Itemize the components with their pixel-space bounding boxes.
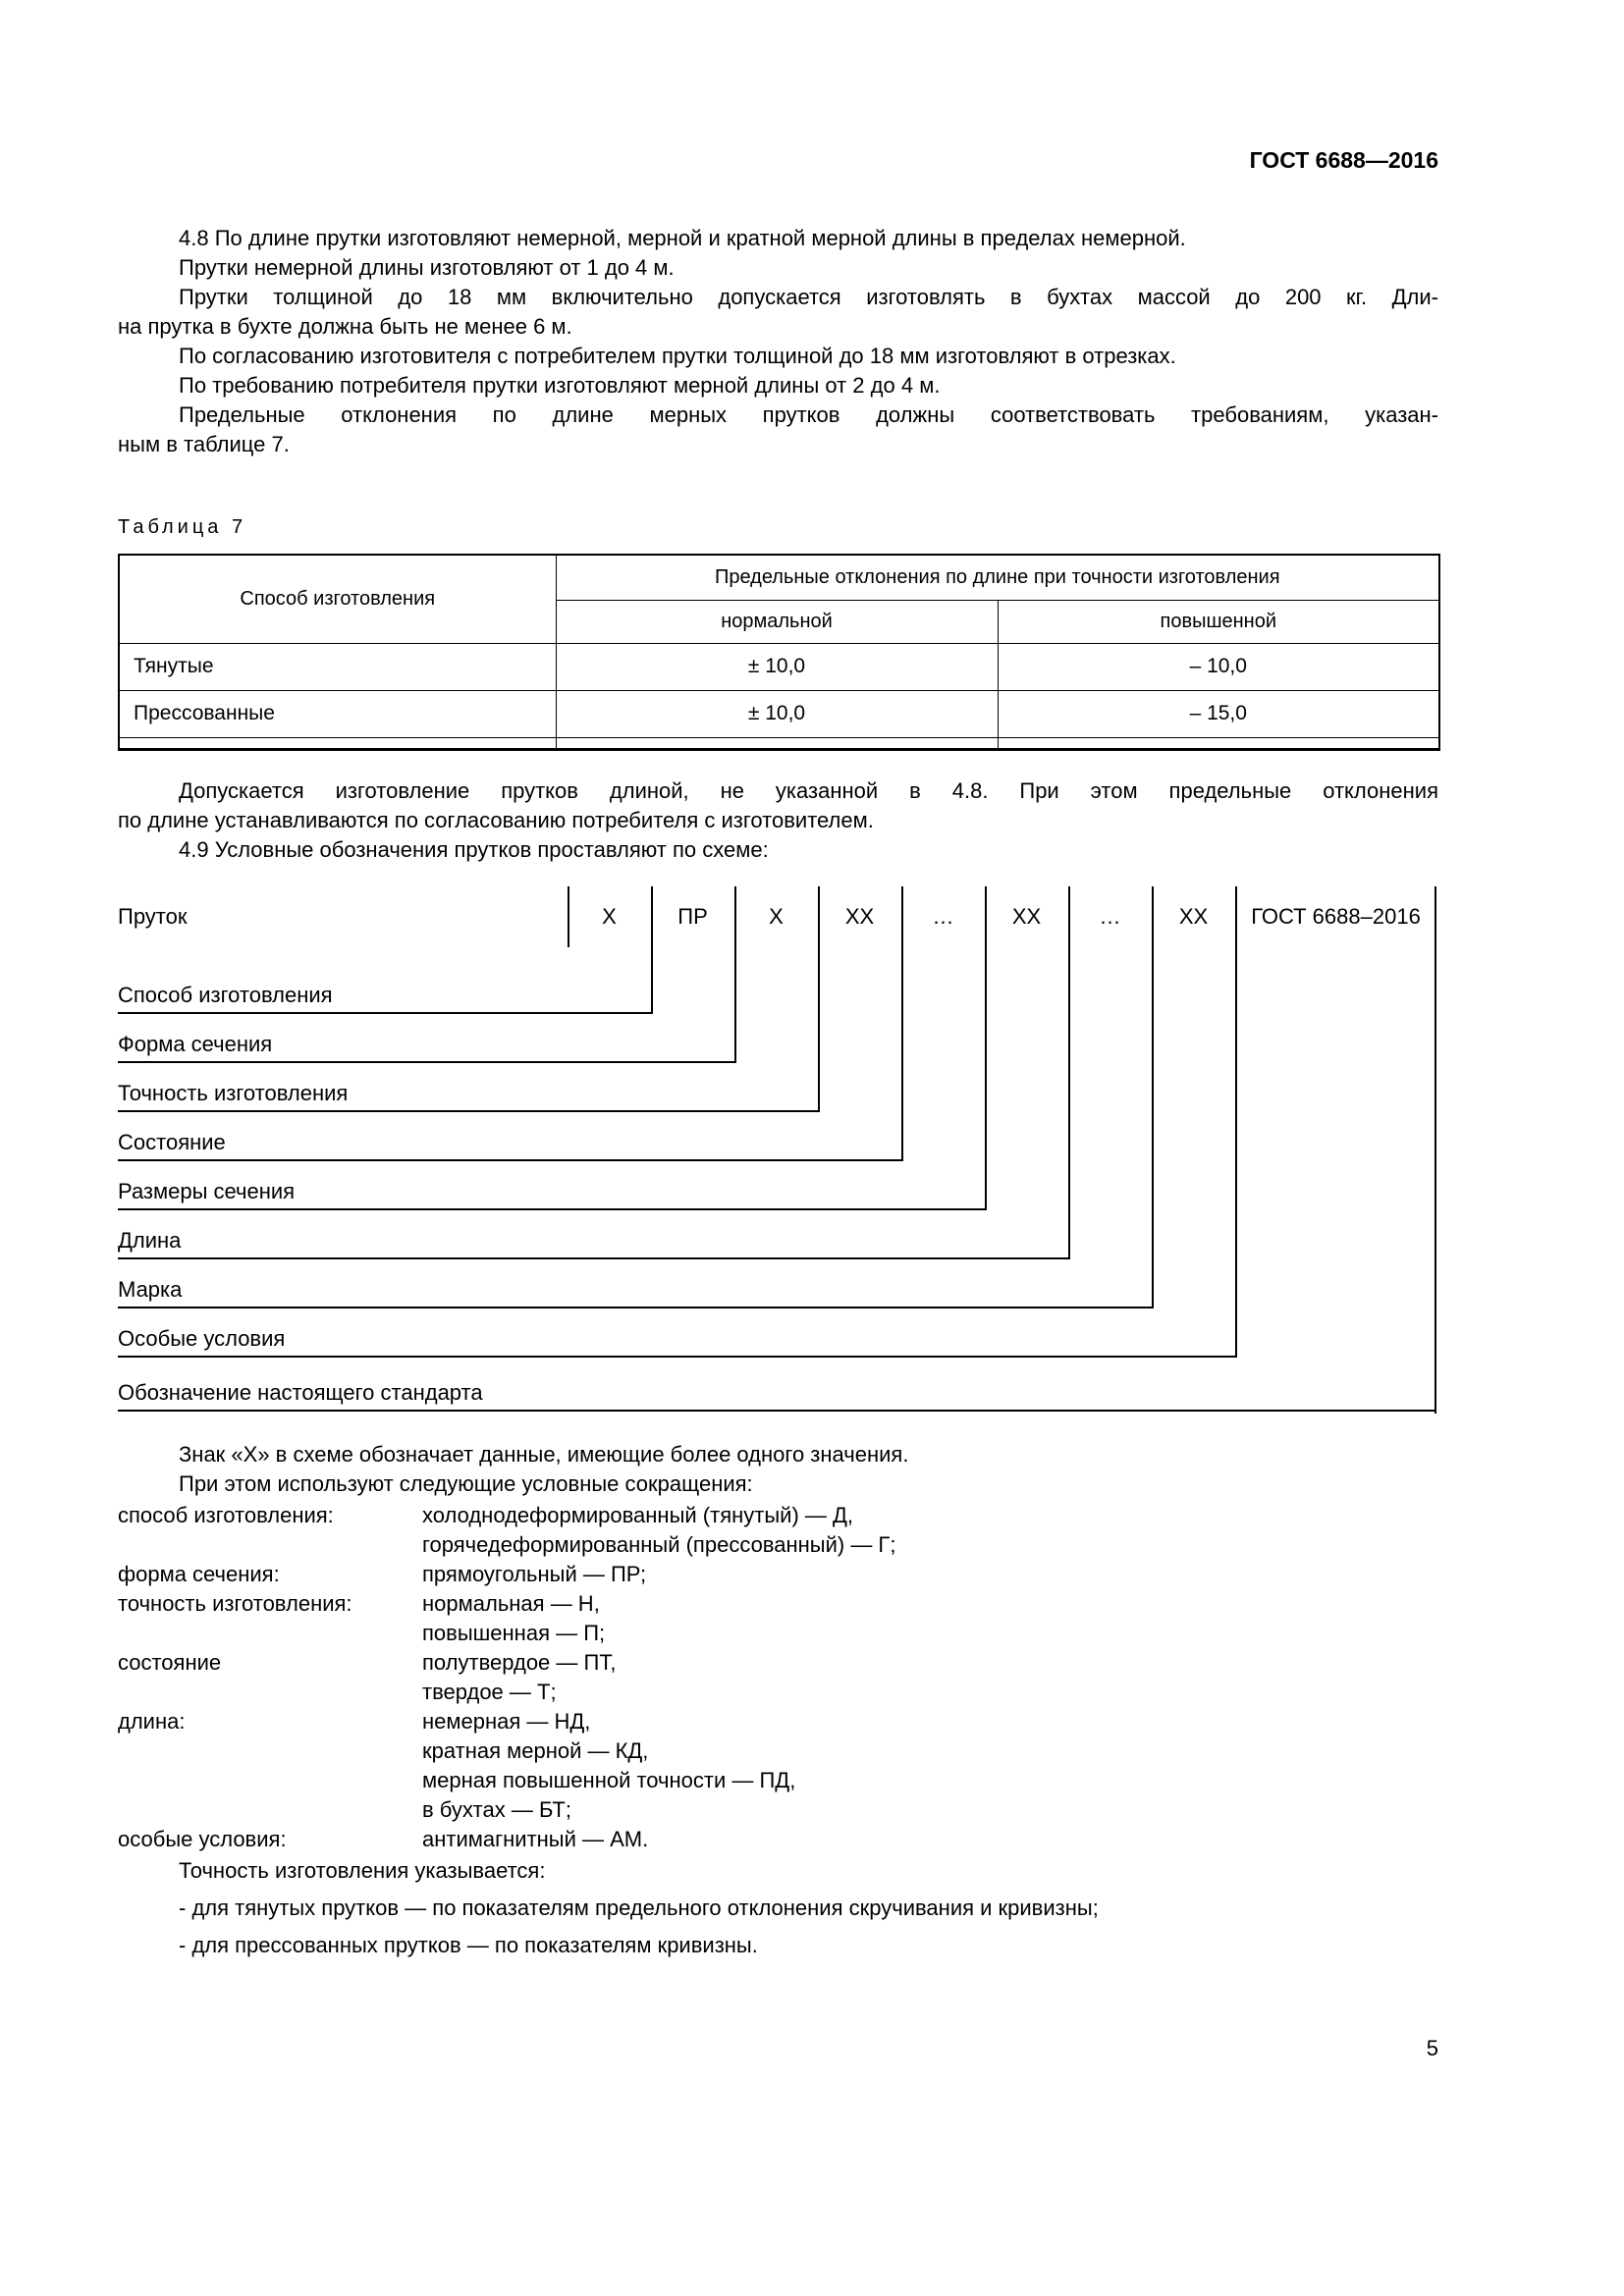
connector-line — [1235, 886, 1237, 1358]
paragraph-line: - для прессованных прутков — по показателям кривизны. — [179, 1932, 758, 1957]
page-number: 5 — [1426, 2036, 1438, 2060]
scheme-label-text: Состояние — [118, 1129, 226, 1154]
col-header-normal: нормальной — [556, 600, 998, 643]
scheme-label-text: Марка — [118, 1276, 183, 1302]
abbr-def: горячедеформированный (прессованный) — Г; — [422, 1531, 896, 1557]
scheme-label-standard — [118, 1378, 1436, 1412]
cell-normal: ± 10,0 — [556, 690, 998, 737]
paragraph-line: Прутки немерной длины изготовляют от 1 до 4 м. — [179, 255, 675, 280]
abbr-row — [118, 1648, 1438, 1707]
scheme-label-precision — [118, 1079, 818, 1112]
scheme-label-text: Обозначение настоящего стандарта — [118, 1379, 483, 1405]
section-mid — [118, 776, 1438, 865]
abbr-defs — [422, 1589, 605, 1648]
abbreviation-list — [118, 1501, 1438, 1854]
scheme-label-length — [118, 1226, 1068, 1259]
table-row — [119, 643, 1439, 690]
scheme-cell-precision: Х — [769, 903, 784, 929]
abbr-defs — [422, 1560, 646, 1589]
col-header-raised: повышенной — [998, 600, 1439, 643]
abbr-term: способ изготовления: — [118, 1502, 334, 1527]
abbr-term: форма сечения: — [118, 1561, 280, 1586]
paragraph-line: 4.8 По длине прутки изготовляют немерной, мерной и кратной мерной длины в пределах немерной. — [179, 226, 1186, 250]
paragraph-line: По требованию потребителя прутки изготовляют мерной длины от 2 до 4 м. — [179, 373, 941, 398]
scheme-label-text: Точность изготовления — [118, 1080, 349, 1105]
cell-method: Прессованные — [119, 690, 556, 737]
scheme-product-label: Пруток — [118, 903, 188, 929]
connector-line — [901, 886, 903, 1161]
abbr-def: мерная повышенной точности — ПД, — [422, 1767, 796, 1792]
scheme-cell-ellipsis-2: … — [1099, 903, 1121, 929]
abbr-def: прямоугольный — ПР; — [422, 1561, 647, 1586]
connector-line — [568, 886, 569, 947]
paragraph-line: Прутки толщиной до 18 мм включительно допускается изготовлять в бухтах массой до 200 кг. Дли- — [179, 285, 1438, 309]
scheme-label-method — [118, 981, 651, 1014]
paragraph-line: по длине устанавливаются по согласованию потребителя с изготовителем. — [118, 807, 874, 832]
page-content — [118, 0, 1438, 1960]
connector-line — [1152, 886, 1154, 1308]
abbr-row — [118, 1707, 1438, 1825]
abbr-def: полутвердое — ПТ, — [422, 1649, 617, 1675]
table-header-row — [119, 555, 1439, 600]
scheme-notes — [118, 1440, 1438, 1499]
abbr-def: немерная — НД, — [422, 1708, 591, 1734]
doc-number: ГОСТ 6688—2016 — [1249, 147, 1438, 173]
abbr-defs — [422, 1501, 895, 1560]
connector-line — [818, 886, 820, 1112]
abbr-defs — [422, 1825, 648, 1854]
connector-line — [651, 886, 653, 1014]
cell-raised: – 15,0 — [998, 690, 1439, 737]
cell-method: Тянутые — [119, 643, 556, 690]
scheme-cell-ellipsis-1: … — [932, 903, 954, 929]
abbr-def: в бухтах — БТ; — [422, 1796, 571, 1822]
abbr-def: повышенная — П; — [422, 1620, 606, 1645]
scheme-label-shape — [118, 1030, 734, 1063]
scheme-label-text: Размеры сечения — [118, 1178, 296, 1203]
paragraph-line: Предельные отклонения по длине мерных прутков должны соответствовать требованиям, указан- — [179, 402, 1438, 427]
scheme-label-special — [118, 1324, 1235, 1358]
abbr-def: холоднодеформированный (тянутый) — Д, — [422, 1502, 854, 1527]
abbr-term: точность изготовления: — [118, 1590, 352, 1616]
abbr-term: длина: — [118, 1708, 186, 1734]
scheme-cell-size: ХХ — [1011, 903, 1042, 929]
abbr-term: состояние — [118, 1649, 222, 1675]
abbr-def: твердое — Т; — [422, 1679, 557, 1704]
abbr-row — [118, 1589, 1438, 1648]
paragraph-line: Знак «Х» в схеме обозначает данные, имеющие более одного значения. — [179, 1441, 909, 1467]
cell-normal: ± 10,0 — [556, 643, 998, 690]
table-caption: Таблица 7 — [118, 516, 247, 538]
cell-raised: – 10,0 — [998, 643, 1439, 690]
scheme-label-text: Способ изготовления — [118, 982, 333, 1007]
scheme-label-text: Форма сечения — [118, 1031, 273, 1056]
scheme-cell-special: ХХ — [1178, 903, 1209, 929]
paragraph-line: По согласованию изготовителя с потребителем прутки толщиной до 18 мм изготовляют в отрезках. — [179, 344, 1176, 368]
table-7 — [118, 554, 1440, 751]
section-bottom — [118, 1856, 1438, 1960]
paragraph-line: 4.9 Условные обозначения прутков проставляют по схеме: — [179, 836, 769, 862]
abbr-def: кратная мерной — КД, — [422, 1737, 649, 1763]
connector-line — [734, 886, 736, 1063]
col-header-group: Предельные отклонения по длине при точности изготовления — [556, 555, 1439, 600]
paragraph-line: Точность изготовления указывается: — [179, 1857, 546, 1883]
table-spacer-row — [119, 737, 1439, 749]
abbr-row — [118, 1825, 1438, 1854]
abbr-def: нормальная — Н, — [422, 1590, 600, 1616]
scheme-cell-method: Х — [602, 903, 617, 929]
scheme-cell-shape: ПР — [677, 903, 708, 929]
abbr-term: особые условия: — [118, 1826, 287, 1851]
scheme-label-state — [118, 1128, 901, 1161]
abbr-row — [118, 1501, 1438, 1560]
paragraph-line: Допускается изготовление прутков длиной, не указанной в 4.8. При этом предельные отклонения — [179, 777, 1438, 803]
designation-scheme — [118, 886, 1438, 1416]
abbr-row — [118, 1560, 1438, 1589]
scheme-standard-ref: ГОСТ 6688–2016 — [1251, 903, 1421, 929]
scheme-label-grade — [118, 1275, 1152, 1308]
abbr-defs — [422, 1648, 616, 1707]
paragraph-line: ным в таблице 7. — [118, 432, 290, 456]
section-4-8 — [118, 224, 1438, 459]
connector-line — [1068, 886, 1070, 1259]
connector-line — [985, 886, 987, 1210]
scheme-label-text: Длина — [118, 1227, 182, 1253]
connector-line — [1435, 886, 1436, 1414]
paragraph-line: на прутка в бухте должна быть не менее 6 м. — [118, 314, 572, 339]
paragraph-line: При этом используют следующие условные сокращения: — [179, 1470, 753, 1496]
paragraph-line: - для тянутых прутков — по показателям предельного отклонения скручивания и кривизны; — [179, 1895, 1099, 1920]
table-row — [119, 690, 1439, 737]
scheme-label-size — [118, 1177, 985, 1210]
col-header-method: Способ изготовления — [119, 555, 556, 643]
abbr-def: антимагнитный — АМ. — [422, 1826, 649, 1851]
scheme-cell-state: ХХ — [844, 903, 875, 929]
scheme-label-text: Особые условия — [118, 1325, 286, 1351]
abbr-defs — [422, 1707, 795, 1825]
